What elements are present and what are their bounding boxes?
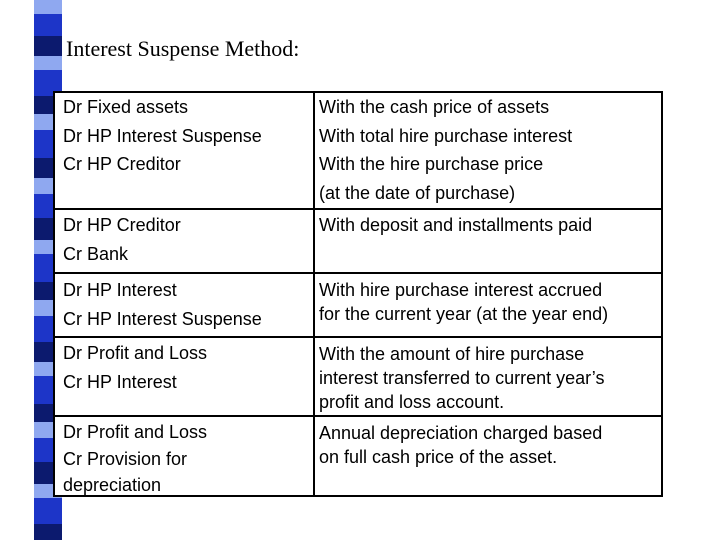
entry-line: depreciation [63,475,162,495]
description-line: on full cash price of the asset. [319,447,558,467]
entries-cell [63,339,207,396]
entry-line: Dr Fixed assets [63,97,189,117]
description-line: With total hire purchase interest [319,125,573,146]
description-line: (at the date of purchase) [319,182,516,203]
entry-line: Dr HP Creditor [63,215,181,235]
description-line: With the cash price of assets [319,97,550,117]
description-line: With the hire purchase price [319,154,544,174]
entry-line: Dr Profit and Loss [63,343,208,363]
description-line: With hire purchase interest accrued [319,280,603,300]
journal-entries-table [53,91,663,497]
entry-line: Cr HP Interest Suspense [63,308,262,329]
description-line: for the current year (at the year end) [319,304,609,324]
slide-title: Interest Suspense Method: [66,36,300,61]
description-line: Annual depreciation charged based [319,423,603,443]
description-cell [319,93,572,207]
description-line: profit and loss account. [319,392,505,412]
description-cell [319,278,608,326]
description-line: interest transferred to current year’s [319,368,605,388]
entry-line: Dr HP Interest Suspense [63,125,262,146]
entry-line: Cr Bank [63,243,129,264]
description-cell [319,421,602,469]
description-line: With deposit and installments paid [319,215,593,235]
entry-line: Cr HP Creditor [63,154,181,174]
entries-cell [63,419,207,499]
row-divider [55,208,661,210]
entries-cell [63,93,262,179]
entries-cell [63,211,181,268]
row-divider [55,272,661,274]
column-divider [313,93,315,495]
entry-line: Cr HP Interest [63,371,177,392]
row-divider [55,415,661,417]
entry-line: Dr HP Interest [63,280,177,300]
entry-line: Cr Provision for [63,448,188,469]
description-cell [319,211,592,240]
entry-line: Dr Profit and Loss [63,422,208,442]
entries-cell [63,276,262,333]
description-cell [319,342,604,414]
description-line: With the amount of hire purchase [319,344,585,364]
row-divider [55,336,661,338]
